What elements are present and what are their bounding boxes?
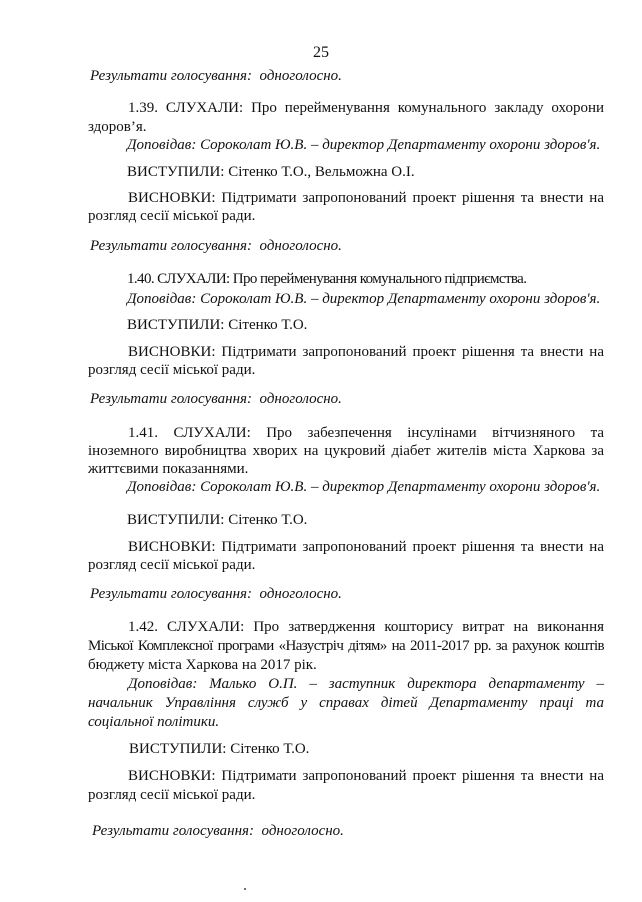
voting-result-label: Результати голосування: bbox=[90, 68, 253, 84]
item-title: 1.40. СЛУХАЛИ: Про перейменування комунального підприємства. bbox=[127, 271, 527, 287]
item-title: здоров’я. bbox=[88, 119, 147, 135]
page-number: 25 bbox=[313, 44, 329, 61]
voting-result bbox=[90, 390, 342, 409]
item-reporter: Доповідав: Сороколат Ю.В. – директор Департаменту охорони здоров'я. bbox=[127, 137, 601, 153]
item-conclusion: ВИСНОВКИ: Підтримати запропонований проект рішення та внести на bbox=[128, 344, 604, 360]
item-conclusion: розгляд сесії міської ради. bbox=[88, 557, 256, 573]
item-conclusion: розгляд сесії міської ради. bbox=[88, 208, 256, 224]
item-title: 1.41. СЛУХАЛИ: Про забезпечення інсулінами вітчизняного та bbox=[128, 425, 604, 441]
voting-result bbox=[92, 822, 344, 841]
voting-result bbox=[90, 67, 342, 86]
voting-result-label: Результати голосування: bbox=[90, 238, 253, 254]
item-conclusion: ВИСНОВКИ: Підтримати запропонований проект рішення та внести на bbox=[128, 190, 604, 206]
voting-result-label: Результати голосування: bbox=[92, 823, 255, 839]
item-title: іноземного виробництва хворих на цукровий діабет жителів міста Харкова за bbox=[88, 443, 604, 459]
voting-result bbox=[90, 237, 342, 256]
item-speakers: ВИСТУПИЛИ: Сітенко Т.О., Вельможна О.І. bbox=[127, 164, 415, 180]
voting-result-label: Результати голосування: bbox=[90, 586, 253, 602]
voting-result-value: одноголосно. bbox=[259, 391, 342, 407]
voting-result-value: одноголосно. bbox=[261, 823, 344, 839]
item-conclusion: ВИСНОВКИ: Підтримати запропонований проект рішення та внести на bbox=[128, 539, 604, 555]
voting-result-value: одноголосно. bbox=[259, 68, 342, 84]
item-reporter: Доповідав: Сороколат Ю.В. – директор Департаменту охорони здоров'я. bbox=[127, 291, 601, 307]
item-title: 1.42. СЛУХАЛИ: Про затвердження кошторису витрат на виконання bbox=[128, 619, 604, 635]
item-title: 1.39. СЛУХАЛИ: Про перейменування комунального закладу охорони bbox=[128, 100, 604, 116]
voting-result-value: одноголосно. bbox=[259, 586, 342, 602]
item-reporter: Доповідав: Сороколат Ю.В. – директор Департаменту охорони здоров'я. bbox=[127, 479, 601, 495]
item-speakers: ВИСТУПИЛИ: Сітенко Т.О. bbox=[129, 741, 310, 757]
item-title: Міської Комплексної програми «Назустріч дітям» на 2011-2017 рр. за рахунок коштів bbox=[88, 638, 604, 654]
item-speakers: ВИСТУПИЛИ: Сітенко Т.О. bbox=[127, 317, 308, 333]
voting-result-label: Результати голосування: bbox=[90, 391, 253, 407]
voting-result bbox=[90, 585, 342, 604]
scan-speck bbox=[244, 888, 246, 890]
item-conclusion: ВИСНОВКИ: Підтримати запропонований проект рішення та внести на bbox=[128, 768, 604, 784]
voting-result-value: одноголосно. bbox=[259, 238, 342, 254]
item-reporter: Доповідав: Малько О.П. – заступник директора департаменту – bbox=[128, 676, 604, 692]
item-speakers: ВИСТУПИЛИ: Сітенко Т.О. bbox=[127, 512, 308, 528]
item-conclusion: розгляд сесії міської ради. bbox=[88, 362, 256, 378]
item-title: бюджету міста Харкова на 2017 рік. bbox=[88, 657, 317, 673]
item-reporter: соціальної політики. bbox=[88, 714, 220, 730]
item-title: життєвими показаннями. bbox=[88, 461, 249, 477]
item-conclusion: розгляд сесії міської ради. bbox=[88, 787, 256, 803]
item-reporter: начальник Управління служб у справах дітей Департаменту праці та bbox=[88, 695, 604, 711]
